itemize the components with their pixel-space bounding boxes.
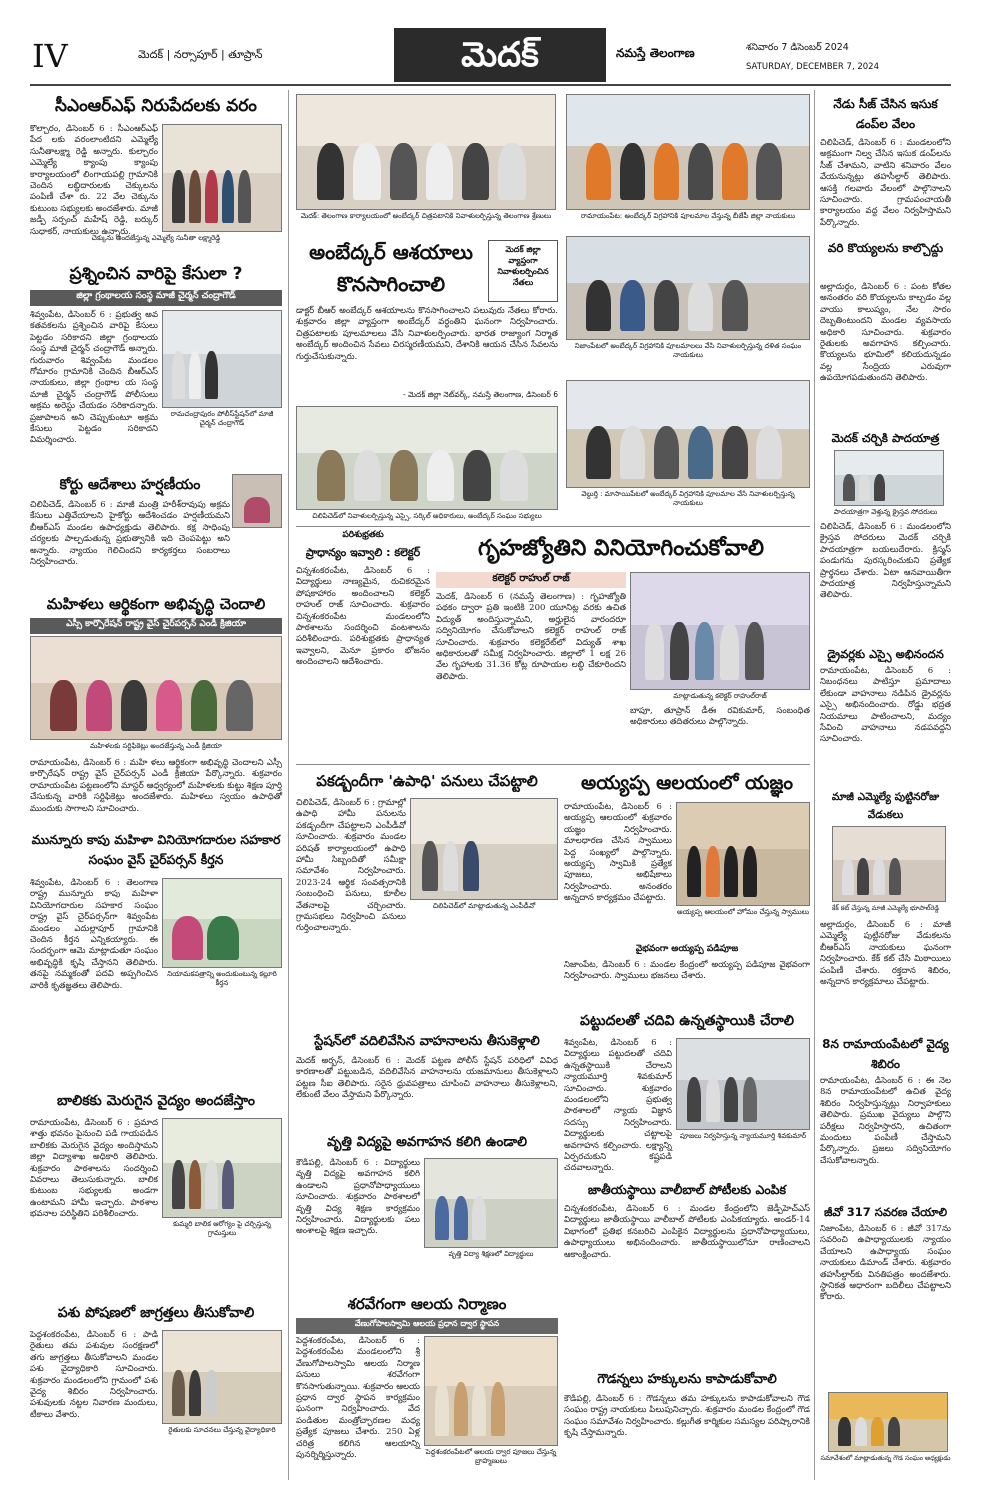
cmrf-body: కొల్చారం, డిసెంబర్ 6 : సీఎంఆర్ఎఫ్ పేద లకు వరంలాంటిదని ఎమ్మెల్యే సునీతాలక్ష్మా రెడ్డి అన్నారు. కుల్చారం ఎమ్మెల్యే క్యాంపు క్యాంపు కార్యాలయంలో లింగాయపల్లి గ్రామానికి చెందిన లబ్ధిదారులకు చెక్కులను పంపిణీ చేశా రు. 22 వేల చెక్కును కుటుంబ సభ్యులకు అందజేశారు. మాజీ జడ్పీ సర్పంచ్ మహేష్ రెడ్డి, బర్కుర్ సుధాకర్, నాయకులు ఉన్నారు. [30, 124, 158, 237]
cattle-photo [162, 1330, 282, 1424]
birthday-body: అల్లాదుర్గం, డిసెంబర్ 6 : మాజీ ఎమ్మెల్యే పుట్టినరోజు వేడుకలను బీఆర్ఎస్ నాయకులు ఘనంగా నిర్వహించారు. కేక్ కట్ చేసి మిఠాయిలు పంపిణీ చేశారు. రక్తదాన శిబిరం, అన్నదాన కార్యక్రమాలు చేపట్టారు. [820, 920, 951, 988]
vocational-headline: వృత్తి విద్యపై అవగాహన కలిగి ఉండాలి [326, 1134, 528, 1150]
cmrf-caption: చెక్కును అందజేస్తున్న ఎమ్మెల్యే సునీతా లక్ష్మారెడ్డి [91, 234, 221, 242]
si-headline: డ్రైవర్లకు ఎస్సై అభినందన [827, 647, 944, 661]
gruha-sub: ప్రాధాన్యం ఇవ్వాలి : కలెక్టర్ [305, 546, 421, 559]
gruha-kicker: పరిశుభ్రతకు [342, 530, 384, 540]
women-body: రామాయంపేట, డిసెంబర్ 6 : మహి ళలు ఆర్థికంగా అభివృద్ధి చెందాలని ఎస్సీ కార్పొరేషన్ రాష్ట్ర వైస్ చైర్‌పర్సన్ ఎండీ క్రిజియా పేర్కొన్నారు. శుక్రవారం రామాయంపేట పట్టణంలోని మాస్టర్ ఆధ్వర్యంలో మహిళలకు కుట్టు శిక్షణ పూర్తి చేసుకున్న వారికి సర్టిఫికెట్లు అందజేశారు. మహిళలు స్వయం ఉపాధితో ముందుకు సాగాలని సూచించారు. [30, 758, 282, 814]
cases-headline: ప్రశ్నించిన వారిపై కేసులా ? [69, 264, 243, 284]
vocational-photo [424, 1158, 558, 1248]
ambedkar-caption-2: రామాయంపేట: అంబేద్కర్ విగ్రహానికి పూలమాల వేస్తున్న బీజేపీ జిల్లా నాయకులు [580, 212, 796, 220]
ambedkar-body: డాక్టర్ బీఆర్ అంబేద్కర్ ఆశయాలను కొనసాగించాలని పలువురు నేతలు కోరారు. శుక్రవారం జిల్లా వ్యాప్తంగా అంబేద్కర్ వర్ధంతిని ఘనంగా నిర్వహించారు. చిత్రపటాలకు పూలమాలలు వేసి నివాళులర్పించారు. భారత రాజ్యాంగ నిర్మాత అంబేద్కర్ అందించిన సేవలు చిరస్మరణీయమని, దేశానికి ఆయన చేసిన సేవలను గుర్తుచేసుకున్నారు. [296, 306, 558, 362]
ayyappa-body: రామాయంపేట, డిసెంబర్ 6 : అయ్యప్ప ఆలయంలో శుక్రవారం యజ్ఞం నిర్వహించారు. మాలధారణ చేసిన స్వాములు పెద్ద సంఖ్యలో పాల్గొన్నారు. అయ్యప్ప స్వామికి ప్రత్యేక పూజలు, అభిషేకాలు నిర్వహించారు. అనంతరం అన్నదాన కార్యక్రమం చేపట్టారు. [564, 802, 672, 904]
page-number: IV [32, 37, 68, 75]
volleyball-body: చిన్నశంకరంపేట, డిసెంబర్ 6 : మండల కేంద్రంలోని జెడ్పీహెచ్ఎస్ విద్యార్థులు జాతీయస్థాయి వాలీబాల్ పోటీలకు ఎంపికయ్యారు. అండర్-14 విభాగంలో ప్రతిభ కనబరిచి ఎంపికైన విద్యార్థులను ప్రధానోపాధ్యాయులు, ఉపాధ్యాయులు అభినందించారు. జాతీయస్థాయిలోనూ రాణించాలని ఆకాంక్షించారు. [564, 1204, 810, 1260]
col-divider-2 [814, 90, 815, 1480]
girl-caption: కుమ్మరి బాలిక ఆరోగ్యం పై చర్చిస్తున్న గ్రామస్తులు [173, 1220, 271, 1237]
temple-body: పెద్దశంకరంపేట, డిసెంబర్ 6 : పెద్దశంకరంపేట మండలంలోని శ్రీ వేణుగోపాలస్వామి ఆలయ నిర్మాణ పనులు శరవేగంగా కొనసాగుతున్నాయి. శుక్రవారం ఆలయ ప్రధాన ద్వార స్థాపన కార్యక్రమం ఘనంగా నిర్వహించారు. వేద పండితుల మంత్రోచ్ఛారణల మధ్య ప్రత్యేక పూజలు చేశారు. 250 ఏళ్ల చరిత్ర కలిగిన ఆలయాన్ని పునర్నిర్మిస్తున్నారు. [296, 1336, 420, 1461]
upadhi-photo [410, 798, 558, 900]
ambedkar-caption-5: వెల్దుర్తి : మాసాయిపేటలో అంబేద్కర్ విగ్రహానికి పూలమాల వేసి నివాళులర్పిస్తున్న నాయకులు [581, 490, 795, 507]
church-photo [834, 450, 944, 506]
church-body: చిలిపిచెడ్, డిసెంబర్ 6 : మండలంలోని క్రైస్తవ సోదరులు మెదక్ చర్చికి పాదయాత్రగా బయలుదేరారు. క్రిస్మస్ పండుగను పురస్కరించుకుని ప్రత్యేక ప్రార్థనలు చేశారు. ఏటా ఆనవాయితీగా పాదయాత్ర నిర్వహిస్తున్నామని తెలిపారు. [820, 522, 951, 601]
cases-body: శివ్వంపేట, డిసెంబర్ 6 : ప్రభుత్వ అవ కతవకలను ప్రశ్నించిన వారిపై కేసులు పెట్టడం సరికాదని జిల్లా గ్రంథాలయ సంస్థ మాజీ చైర్మన్ చంద్రాగౌడ్ అన్నారు. గురువారం శివ్వంపేట మండలం గోమారం గ్రామానికి చెందిన బీఆర్ఎస్ నాయకులు, జిల్లా గ్రంథాల య సంస్థ మాజీ చైర్మన్ చంద్రాగౌడ్ పోలీసులు అక్రమ అరెస్టు చేయడం సరికాదన్నారు. ప్రజాపాలన అని చెప్పుకుంటూ అక్రమ కేసులు పెట్టడం సరికాదని విమర్శించారు. [30, 310, 158, 446]
upadhi-headline: పకడ్బందీగా 'ఉపాధి' పనులు చేపట్టాలి [316, 772, 538, 790]
center-rule-1 [296, 526, 810, 527]
upadhi-caption: చిలిపిచెడ్‌లో మాట్లాడుతున్న ఎంపీడీవో [432, 902, 536, 910]
women-headline: మహిళలు ఆర్థికంగా అభివృద్ధి చెందాలి [46, 595, 266, 613]
medcamp-headline: 8న రామాయంపేటలో వైద్య శిబిరం [822, 1037, 949, 1071]
girl-photo [162, 1118, 282, 1218]
header-rule [30, 84, 951, 86]
ambedkar-photo-1 [296, 94, 556, 210]
gruha-byline: కలెక్టర్ రాహుల్ రాజ్ [436, 572, 626, 588]
edition-tags: మెదక్ | నర్సాపూర్ | తూప్రాన్ [138, 48, 263, 61]
si-body: రామాయంపేట, డిసెంబర్ 6 : నిబంధనలు పాటిస్తూ ప్రమాదాలు లేకుండా వాహనాలు నడిపిన డ్రైవర్లను ఎస్సై అభినందించారు. రోడ్డు భద్రత నియమాలు పాటించాలని, మద్యం సేవించి వాహనాలు నడపవద్దని సూచించారు. [820, 666, 951, 745]
munnuru-photo [162, 878, 282, 968]
medcamp-body: రామాయంపేట, డిసెంబర్ 6 : ఈ నెల 8న రామాయంపేటలో ఉచిత వైద్య శిబిరం నిర్వహిస్తున్నట్లు నిర్వాహకులు తెలిపారు. ప్రముఖ వైద్యులు పాల్గొని పరీక్షలు నిర్వహిస్తారని, ఉచితంగా మందులు పంపిణీ చేస్తామని పేర్కొన్నారు. ప్రజలు సద్వినియోగం చేసుకోవాలన్నారు. [820, 1076, 951, 1166]
go317-body: నిజాంపేట, డిసెంబర్ 6 : జీవో 317ను సవరించి ఉపాధ్యాయులకు న్యాయం చేయాలని ఉపాధ్యాయ సంఘం నాయకులు డిమాండ్ చేశారు. శుక్రవారం తహసీల్దార్‌కు వినతిపత్రం అందజేశారు. స్థానికత ఆధారంగా బదిలీలు చేపట్టాలని కోరారు. [820, 1224, 951, 1303]
temple-photo [424, 1336, 558, 1446]
cmrf-photo [162, 124, 282, 232]
volleyball-headline: జాతీయస్థాయి వాలీబాల్ పోటీలకు ఎంపిక [587, 1182, 787, 1197]
cattle-caption: రైతులకు సూచనలు చేస్తున్న వైద్యాధికారి [168, 1426, 276, 1434]
vocational-caption: వృత్తి విద్యా శిక్షణలో విద్యార్థులు [448, 1250, 534, 1258]
station-body: మెదక్ అర్బన్, డిసెంబర్ 6 : మెదక్ పట్టణ పోలీస్ స్టేషన్ పరిధిలో వివిధ కారణాలతో పట్టుబడిన, వదిలివేసిన వాహనాలను యజమానులు తీసుకెళ్లాలని పట్టణ సీఐ తెలిపారు. సరైన ధ్రువపత్రాలు చూపించి వాహనాలు తీసుకెళ్లాలని, లేకుంటే వేలం వేస్తామని పేర్కొన్నారు. [296, 1056, 558, 1101]
munnuru-caption: నియామకపత్రాన్ని అందుకుంటున్న కల్లూరి కీర్తన [167, 970, 277, 987]
sand-headline: నేడు సీజ్ చేసిన ఇసుక డంప్‌ల వేలం [833, 97, 938, 131]
goud-caption: సమావేశంలో మాట్లాడుతున్న గౌడ సంఘం అధ్యక్షుడు [820, 1454, 951, 1462]
station-headline: స్టేషన్‌లో వదిలివేసిన వాహనాలను తీసుకెళ్లాలి [314, 1034, 540, 1049]
church-headline: మెదక్ చర్చికి పాదయాత్ర [831, 431, 940, 445]
cattle-body: పెద్దశంకరంపేట, డిసెంబర్ 6 : పాడి రైతులు తమ పశువుల సంరక్షణలో తగు జాగ్రత్తలు తీసుకోవాలని మండల పశు వైద్యాధికారి సూచించారు. శుక్రవారం మండలంలోని గ్రామంలో పశు వైద్య శిబిరం నిర్వహించారు. పశువులకు నట్టల నివారణ మందులు, టీకాలు వేశారు. [30, 1330, 158, 1420]
ambedkar-side-box [488, 240, 558, 302]
col-divider-1 [288, 90, 289, 1480]
masthead [394, 28, 606, 82]
ambedkar-dateline: - మెదక్ జిల్లా నెట్‌వర్క్, నమస్తే తెలంగాణ, డిసెంబర్ 6 [403, 390, 558, 399]
birthday-headline: మాజీ ఎమ్మెల్యే పుట్టినరోజు వేడుకలు [831, 791, 940, 821]
gruha-photo [630, 572, 810, 690]
date-english: SATURDAY, DECEMBER 7, 2024 [746, 62, 879, 72]
vocational-body: కౌడిపల్లి, డిసెంబర్ 6 : విద్యార్థులు వృత్తి విద్యపై అవగాహన కలిగి ఉండాలని ప్రధానోపాధ్యాయులు సూచించారు. శుక్రవారం పాఠశాలలో వృత్తి విద్య శిక్షణ కార్యక్రమం నిర్వహించారు. విద్యార్థులకు పలు అంశాలపై శిక్షణ ఇచ్చారు. [296, 1158, 420, 1237]
women-caption: మహిళలకు సర్టిఫికెట్లు అందజేస్తున్న ఎండీ క్రిజియా [90, 742, 222, 750]
girl-headline: బాలికకు మెరుగైన వైద్యం అందజేస్తాం [56, 1093, 256, 1109]
gruha-body: మెదక్, డిసెంబర్ 6 (నమస్తే తెలంగాణ) : గృహజ్యోతి పథకం ద్వారా ప్రతి ఇంటికి 200 యూనిట్ల వరకు ఉచిత విద్యుత్ అందిస్తున్నామని, అర్హులైన వారందరూ సద్వినియోగం చేసుకోవాలని కలెక్టర్ రాహుల్ రాజ్ సూచించారు. శుక్రవారం కలెక్టరేట్‌లో విద్యుత్ శాఖ అధికారులతో సమీక్ష నిర్వహించారు. జిల్లాలో 1 లక్ష 26 వేల గృహాలకు 31.36 కోట్ల రూపాయల లబ్ధి చేకూరిందని తెలిపారు. [436, 592, 626, 682]
center-rule-2 [296, 764, 810, 765]
upadhi-body: చిలిపిచెడ్, డిసెంబర్ 6 : గ్రామాల్లో ఉపాధి హామీ పనులను పకడ్బందీగా చేపట్టాలని ఎంపీడీవో సూచించారు. శుక్రవారం మండల పరిషత్ కార్యాలయంలో ఉపాధి హామీ సిబ్బందితో సమీక్షా సమావేశం నిర్వహించారు. 2023-24 ఆర్థిక సంవత్సరానికి సంబంధించి పనులు, కూలీల వేతనాలపై చర్చించారు. గ్రామసభలు నిర్వహించి పనులు గుర్తించాలన్నారు. [296, 798, 406, 934]
cmrf-headline: సీఎంఆర్ఎఫ్ నిరుపేదలకు వరం [55, 96, 257, 116]
birthday-caption: కేక్ కట్ చేస్తున్న మాజీ ఎమ్మెల్యే భూపాల్‌రెడ్డి [831, 904, 940, 912]
cattle-headline: పశు పోషణలో జాగ్రత్తలు తీసుకోవాలి [57, 1305, 255, 1321]
cases-kicker: జిల్లా గ్రంథాలయ సంస్థ మాజీ చైర్మన్ చంద్రాగౌడ్ [30, 290, 282, 306]
ayyappa-caption: అయ్యప్ప ఆలయంలో హోమం చేస్తున్న స్వాములు [677, 908, 809, 916]
ambedkar-headline: అంబేద్కర్ ఆశయాలు కొనసాగించాలి [309, 240, 473, 296]
study-body: శివ్వంపేట, డిసెంబర్ 6 : విద్యార్థులు పట్టుదలతో చదివి ఉన్నతస్థాయికి చేరాలని న్యాయమూర్తి శివకుమార్ సూచించారు. శుక్రవారం మండలంలోని ప్రభుత్వ పాఠశాలలో న్యాయ విజ్ఞాన సదస్సు నిర్వహించారు. విద్యార్థులకు చట్టాలపై అవగాహన కల్పించారు. లక్ష్యాన్ని ఏర్పరచుకుని కష్టపడి చదవాలన్నారు. [564, 1038, 672, 1174]
gruha-caption-extra: బాపూ, తూప్రాన్ డీఈ రవికుమార్, సంబంధిత అధికారులు తదితరులు పాల్గొన్నారు. [630, 706, 810, 728]
ayyappa-caption-2: వైభవంగా అయ్యప్ప పడిపూజ [635, 944, 739, 954]
study-photo [676, 1038, 810, 1130]
court-photo [232, 474, 282, 528]
ambedkar-caption-4: చిలిపిచెడ్‌లో నివాళులర్పిస్తున్న ఎస్సై, సర్కిల్ అధికారులు, అంబేద్కర్ సంఘం సభ్యులు [312, 512, 542, 520]
women-photo [30, 636, 282, 740]
gruha-side-body: చిన్నశంకరంపేట, డిసెంబర్ 6 : విద్యార్థులు నాణ్యమైన, రుచికరమైన పోషకాహారం అందించాలని కలెక్టర్ రాహుల్ రాజ్ సూచించారు. శుక్రవారం చిన్నశంకరంపేట మండలంలోని పాఠశాలను సందర్శించి వంటశాలను పరిశీలించారు. పరిశుభ్రతకు ప్రాధాన్యత ఇవ్వాలని, మెనూ ప్రకారం భోజనం అందించాలని ఆదేశించారు. [296, 566, 430, 668]
munnuru-body: శివ్వంపేట, డిసెంబర్ 6 : తెలంగాణ రాష్ట్ర మున్నూరు కాపు మహిళా వినియోగదారుల సహకార సంఘం రాష్ట్ర వైస్ చైర్‌పర్సన్‌గా శివ్వంపేట మండలం ఎదుల్లాపూర్ గ్రామానికి చెందిన కీర్తన ఎన్నికయ్యారు. ఈ సందర్భంగా ఆమె మాట్లాడుతూ సంఘం అభివృద్ధికి కృషి చేస్తానని తెలిపారు. తనపై నమ్మకంతో పదవి అప్పగించిన వారికి కృతజ్ఞతలు తెలిపారు. [30, 878, 158, 991]
ambedkar-caption-1: మెదక్: తెలంగాణ కార్యాలయంలో అంబేద్కర్ చిత్రపటానికి నివాళులర్పిస్తున్న తెలంగాణ శ్రేణులు [300, 212, 552, 220]
goud-photo [828, 1392, 948, 1452]
cases-photo [162, 310, 282, 408]
date-telugu: శనివారం 7 డిసెంబర్ 2024 [746, 42, 849, 53]
girl-body: రామాయంపేట, డిసెంబర్ 6 : ప్రమాద శాత్తు భవనం పైనుంచి పడి గాయపడిన బాలికకు మెరుగైన వైద్యం అందిస్తామని జిల్లా విద్యాశాఖ అధికారి తెలిపారు. శుక్రవారం పాఠశాలను సందర్శించి వివరాలు తెలుసుకున్నారు. బాలిక కుటుంబ సభ్యులకు అండగా ఉంటామని హామీ ఇచ్చారు. పాఠశాల భవనాల పరిస్థితిని పరిశీలించారు. [30, 1118, 158, 1220]
ayyappa-headline: అయ్యప్ప ఆలయంలో యజ్ఞం [581, 772, 793, 794]
ambedkar-photo-4 [296, 406, 558, 510]
women-kicker: ఎస్సీ కార్పొరేషన్ రాష్ట్ర వైస్ చైర్‌పర్సన్ ఎండీ క్రిజియా [30, 618, 282, 634]
ambedkar-photo-2 [566, 94, 810, 210]
go317-headline: జీవో 317 సవరణ చేయాలి [823, 1205, 948, 1219]
court-headline: కోర్టు ఆదేశాలు హర్షణీయం [59, 477, 201, 493]
birthday-photo [832, 826, 946, 902]
paddy-headline: వరి కొయ్యలను కాల్చొద్దు [827, 241, 944, 255]
cases-caption: రామచంద్రాపురం పోలీస్‌స్టేషన్‌లో మాజీ చైర్మన్ చంద్రాగౌడ్ [170, 410, 274, 427]
temple-kicker: వేణుగోపాలస్వామి ఆలయ ప్రధాన ద్వార స్థాపన [296, 1318, 558, 1334]
ayyappa-photo [676, 802, 810, 906]
paper-name: నమస్తే తెలంగాణ [616, 46, 695, 60]
temple-caption: పెద్దశంకరంపేటలో ఆలయ ద్వార పూజలు చేస్తున్న బ్రాహ్మణులు [425, 1448, 557, 1465]
ambedkar-photo-5 [566, 380, 810, 488]
ayyappa-body-2: నిజాంపేట, డిసెంబర్ 6 : మండల కేంద్రంలో అయ్యప్ప పడిపూజ వైభవంగా నిర్వహించారు. స్వాములు భజనలు చేశారు. [564, 960, 810, 982]
church-caption: పాదయాత్రగా వెళ్తున్న క్రైస్తవ సోదరులు [833, 508, 938, 516]
goud-body: కౌడిపల్లి, డిసెంబర్ 6 : గౌడన్నలు తమ హక్కులను కాపాడుకోవాలని గౌడ సంఘం రాష్ట్ర నాయకులు పిలుపునిచ్చారు. శుక్రవారం మండల కేంద్రంలో గౌడ సంఘం సమావేశం నిర్వహించారు. కల్లుగీత కార్మికుల సమస్యల పరిష్కారానికి కృషి చేస్తామన్నారు. [564, 1394, 810, 1439]
masthead-title: మెదక్ [461, 35, 539, 75]
study-headline: పట్టుదలతో చదివి ఉన్నతస్థాయికి చేరాలి [580, 1013, 794, 1029]
munnuru-headline: మున్నూరు కాపు మహిళా వినియోగదారుల సహకార సంఘం వైస్ చైర్‌పర్సన్ కీర్తన [31, 832, 281, 867]
gruha-headline: గృహజ్యోతిని వినియోగించుకోవాలి [477, 536, 764, 561]
ambedkar-caption-3: నిజాంపేటలో అంబేద్కర్ విగ్రహానికి పూలమాలలు వేసి నివాళులర్పిస్తున్న దళిత సంఘం నాయకులు [574, 342, 802, 359]
court-body: చిలిపిచెడ్, డిసెంబర్ 6 : మాజీ మంత్రి హరీశ్‌రావుపు అక్రమ కేసులు ఎత్తివేయాలని హైకోర్టు ఆదేశించడం హర్షణీయమని బీఆర్ఎస్ మండల ఉపాధ్యక్షుడు తెలిపారు. కక్ష సాధింపు చర్యలకు పాల్పడుతున్న ప్రభుత్వానికి ఇది చెంపపెట్టు అని అన్నారు. న్యాయం గెలిచిందని కార్యకర్తలు సంబరాలు నిర్వహించారు. [30, 500, 230, 568]
goud-headline: గౌడన్నలు హక్కులను కాపాడుకోవాలి [597, 1372, 777, 1387]
ambedkar-side-text: మెదక్ జిల్లా వ్యాప్తంగా నివాళులర్పించిన నేతలు [497, 245, 549, 287]
temple-headline: శరవేగంగా ఆలయ నిర్మాణం [347, 1295, 507, 1313]
study-caption: పూజలు నిర్వహిస్తున్న న్యాయమూర్తి శివకుమార్ [679, 1132, 807, 1140]
gruha-caption: మాట్లాడుతున్న కలెక్టర్ రాహుల్‌రాజ్ [673, 692, 767, 700]
ambedkar-photo-3 [566, 236, 810, 340]
sand-body: చిలిపిచెడ్, డిసెంబర్ 6 : మండలంలోని అక్రమంగా నిల్వ చేసిన ఇసుక డంప్‌లను సీజ్ చేశామని, వాటిని శనివారం వేలం వేయనున్నట్లు తహసీల్దార్ తెలిపారు. ఆసక్తి గలవారు వేలంలో పాల్గొనాలని సూచించారు. గ్రామపంచాయతీ కార్యాలయం వద్ద వేలం నిర్వహిస్తామని పేర్కొన్నారు. [820, 138, 951, 228]
paddy-body: అల్లాదుర్గం, డిసెంబర్ 6 : పంట కోతల అనంతరం వరి కొయ్యలను కాల్చడం వల్ల వాయు కాలుష్యం, నేల సారం దెబ్బతింటుందని మండల వ్యవసాయ అధికారి సూచించారు. శుక్రవారం రైతులకు అవగాహన కల్పించారు. కొయ్యలను భూమిలో కలియదున్నడం వల్ల సేంద్రియ ఎరువుగా ఉపయోగపడుతుందని తెలిపారు. [820, 282, 951, 384]
